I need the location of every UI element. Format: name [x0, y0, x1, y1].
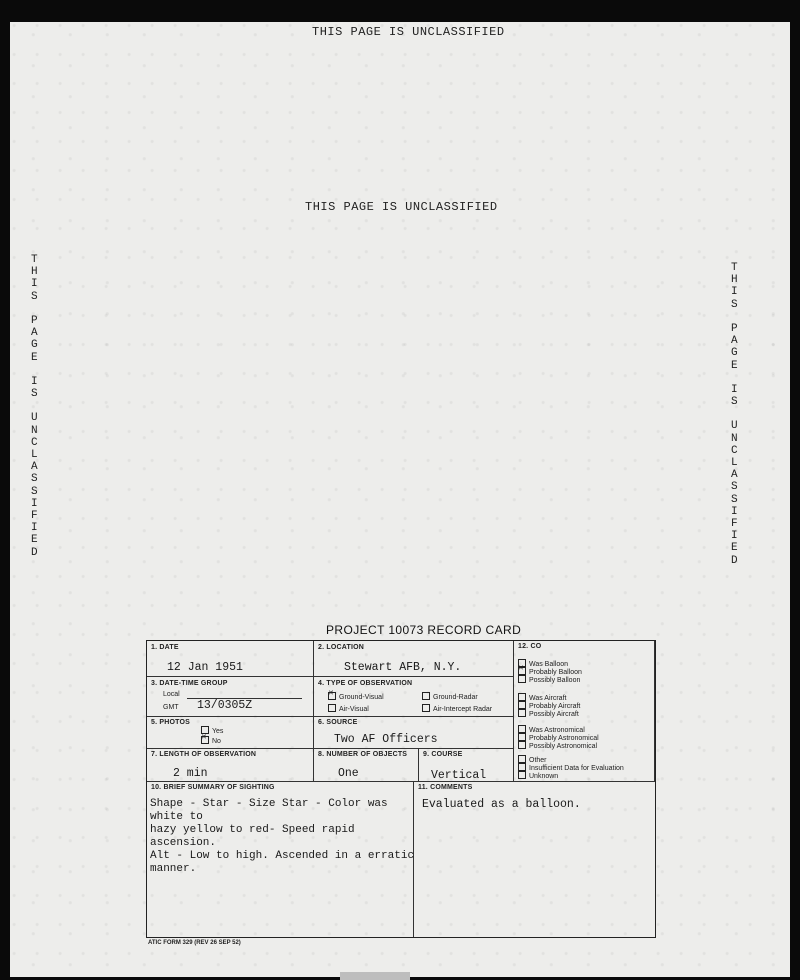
- course-box: [419, 749, 514, 782]
- dtg-box: [147, 677, 314, 717]
- source-label: 6. SOURCE: [318, 719, 358, 726]
- comments-box: [414, 782, 655, 937]
- conclusion-item: Unknown: [518, 772, 558, 780]
- form-number: ATIC FORM 329 (REV 26 SEP 52): [148, 940, 241, 946]
- course-value: Vertical: [431, 769, 487, 782]
- summary-label: 10. BRIEF SUMMARY OF SIGHTING: [151, 784, 275, 791]
- local-label: Local: [163, 691, 180, 698]
- conclusion-item: Probably Aircraft: [518, 702, 580, 710]
- photos-no-option: ✕No: [201, 737, 221, 745]
- source-value: Two AF Officers: [334, 733, 438, 746]
- date-box: [147, 641, 314, 677]
- photos-no-checkbox: [201, 736, 209, 744]
- classification-stamp-right: T H I S P A G E I S U N C L A S S I F I E D: [731, 262, 738, 567]
- ground-radar-option: Ground-Radar: [422, 693, 478, 701]
- length-box: [147, 749, 314, 782]
- conclusion-item: Other: [518, 756, 547, 764]
- conclusion-item: Possibly Aircraft: [518, 710, 579, 718]
- conclusion-item: Possibly Astronomical: [518, 742, 597, 750]
- length-value: 2 min: [173, 767, 208, 780]
- photos-box: [147, 717, 314, 749]
- course-label: 9. COURSE: [423, 751, 463, 758]
- air-intercept-option: Air-Intercept Radar: [422, 705, 492, 713]
- conclusion-item: Was Balloon: [518, 660, 568, 668]
- classification-stamp-left: T H I S P A G E I S U N C L A S S I F I E D: [31, 254, 38, 559]
- air-visual-checkbox: [328, 704, 336, 712]
- location-label: 2. LOCATION: [318, 644, 365, 651]
- scan-edge-tab: [340, 972, 410, 980]
- ground-visual-checkbox: [328, 692, 336, 700]
- type-obs-box: [314, 677, 514, 717]
- ground-visual-option: ✕Ground-Visual: [328, 693, 384, 701]
- number-box: [314, 749, 419, 782]
- dtg-label: 3. DATE-TIME GROUP: [151, 680, 228, 687]
- summary-value: Shape - Star - Size Star - Color was white to hazy yellow to red- Speed rapid ascension. Alt - Low to high. Ascended in a erratic manner.: [150, 798, 415, 875]
- length-label: 7. LENGTH OF OBSERVATION: [151, 751, 257, 758]
- location-box: [314, 641, 514, 677]
- classification-stamp-middle: THIS PAGE IS UNCLASSIFIED: [305, 200, 498, 214]
- number-label: 8. NUMBER OF OBJECTS: [318, 751, 408, 758]
- number-value: One: [338, 767, 359, 780]
- conclusion-item: Possibly Balloon: [518, 676, 580, 684]
- comments-value: Evaluated as a balloon.: [422, 798, 581, 811]
- conclusion-item: Insufficient Data for Evaluation: [518, 764, 624, 772]
- gmt-value: 13/0305Z: [197, 699, 253, 712]
- conclusion-item: Was Astronomical: [518, 726, 585, 734]
- conclusion-box: [514, 641, 655, 782]
- location-value: Stewart AFB, N.Y.: [344, 661, 462, 674]
- conclusion-item: ✕Probably Balloon: [518, 668, 582, 676]
- photos-label: 5. PHOTOS: [151, 719, 191, 726]
- type-obs-label: 4. TYPE OF OBSERVATION: [318, 680, 413, 687]
- source-box: [314, 717, 514, 749]
- date-label: 1. DATE: [151, 644, 179, 651]
- conclusion-item: Was Aircraft: [518, 694, 566, 702]
- card-title: PROJECT 10073 RECORD CARD: [326, 623, 522, 637]
- gmt-label: GMT: [163, 704, 179, 711]
- photos-yes-option: Yes: [201, 727, 223, 735]
- classification-stamp-top: THIS PAGE IS UNCLASSIFIED: [312, 25, 505, 39]
- air-visual-option: Air-Visual: [328, 705, 369, 713]
- date-value: 12 Jan 1951: [167, 661, 243, 674]
- air-intercept-checkbox: [422, 704, 430, 712]
- conclusion-label: 12. CO: [518, 643, 542, 650]
- comments-label: 11. COMMENTS: [418, 784, 473, 791]
- ground-radar-checkbox: [422, 692, 430, 700]
- record-card: [146, 640, 656, 938]
- conclusion-item: Probably Astronomical: [518, 734, 599, 742]
